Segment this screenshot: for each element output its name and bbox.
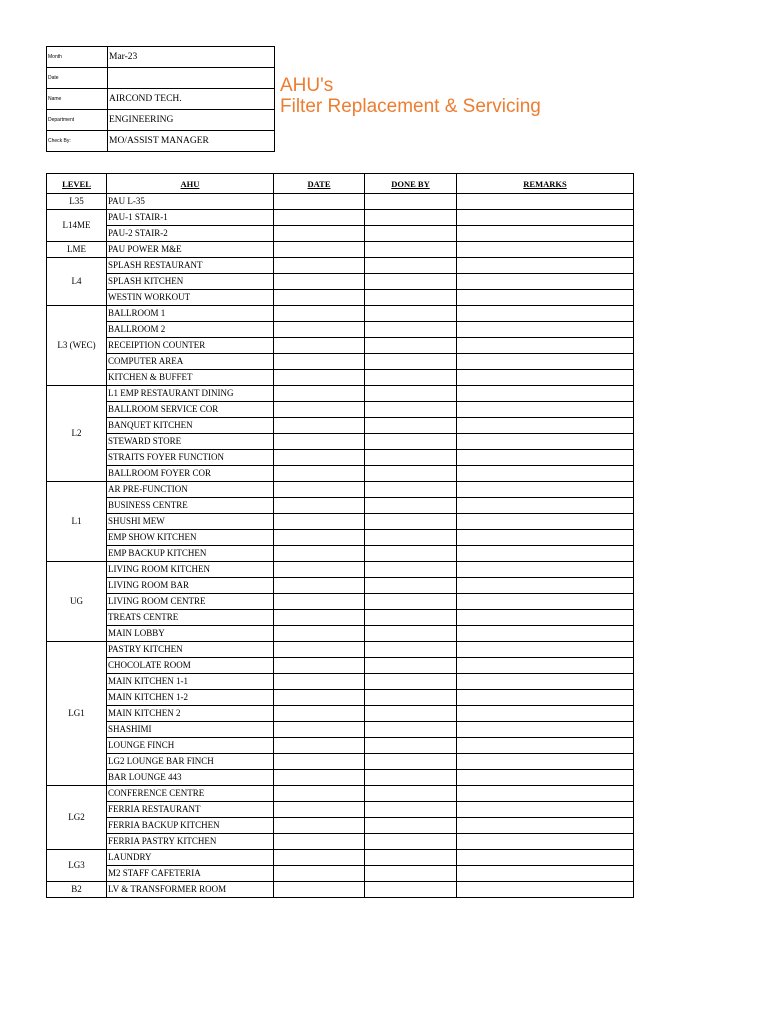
level-cell: B2	[47, 882, 107, 898]
date-cell[interactable]	[274, 674, 365, 690]
remarks-cell[interactable]	[457, 274, 634, 290]
ahu-cell: CONFERENCE CENTRE	[107, 786, 274, 802]
remarks-cell[interactable]	[457, 370, 634, 386]
remarks-cell[interactable]	[457, 530, 634, 546]
remarks-cell[interactable]	[457, 546, 634, 562]
date-cell[interactable]	[274, 530, 365, 546]
done-by-cell[interactable]	[365, 562, 457, 578]
date-cell[interactable]	[274, 258, 365, 274]
date-cell[interactable]	[274, 450, 365, 466]
ahu-cell: CHOCOLATE ROOM	[107, 658, 274, 674]
level-cell: L2	[47, 386, 107, 482]
remarks-cell[interactable]	[457, 690, 634, 706]
remarks-cell[interactable]	[457, 402, 634, 418]
table-row	[47, 578, 634, 594]
info-label: Check By:	[47, 131, 108, 152]
table-row	[47, 226, 634, 242]
done-by-cell[interactable]	[365, 546, 457, 562]
ahu-cell: FERRIA PASTRY KITCHEN	[107, 834, 274, 850]
ahu-cell: SPLASH RESTAURANT	[107, 258, 274, 274]
table-row	[47, 706, 634, 722]
column-header-date: DATE	[274, 174, 365, 194]
remarks-cell[interactable]	[457, 706, 634, 722]
remarks-cell[interactable]	[457, 722, 634, 738]
done-by-cell[interactable]	[365, 690, 457, 706]
ahu-cell: MAIN KITCHEN 1-1	[107, 674, 274, 690]
table-row	[47, 338, 634, 354]
ahu-cell: LG2 LOUNGE BAR FINCH	[107, 754, 274, 770]
date-cell[interactable]	[274, 802, 365, 818]
done-by-cell[interactable]	[365, 210, 457, 226]
level-cell: L14ME	[47, 210, 107, 242]
done-by-cell[interactable]	[365, 850, 457, 866]
date-cell[interactable]	[274, 482, 365, 498]
ahu-cell: BALLROOM 2	[107, 322, 274, 338]
remarks-cell[interactable]	[457, 322, 634, 338]
info-row-department	[47, 110, 275, 131]
table-row	[47, 274, 634, 290]
info-value[interactable]: MO/ASSIST MANAGER	[108, 131, 275, 152]
date-cell[interactable]	[274, 770, 365, 786]
ahu-cell: AR PRE-FUNCTION	[107, 482, 274, 498]
table-header-row	[47, 174, 634, 194]
ahu-cell: WESTIN WORKOUT	[107, 290, 274, 306]
remarks-cell[interactable]	[457, 658, 634, 674]
level-cell: LG2	[47, 786, 107, 850]
done-by-cell[interactable]	[365, 610, 457, 626]
remarks-cell[interactable]	[457, 194, 634, 210]
date-cell[interactable]	[274, 466, 365, 482]
done-by-cell[interactable]	[365, 370, 457, 386]
date-cell[interactable]	[274, 562, 365, 578]
table-row	[47, 738, 634, 754]
table-row	[47, 882, 634, 898]
ahu-cell: PASTRY KITCHEN	[107, 642, 274, 658]
done-by-cell[interactable]	[365, 242, 457, 258]
table-row	[47, 530, 634, 546]
ahu-cell: MAIN KITCHEN 1-2	[107, 690, 274, 706]
remarks-cell[interactable]	[457, 418, 634, 434]
remarks-cell[interactable]	[457, 514, 634, 530]
done-by-cell[interactable]	[365, 258, 457, 274]
done-by-cell[interactable]	[365, 290, 457, 306]
table-row	[47, 370, 634, 386]
table-row	[47, 514, 634, 530]
ahu-cell: FERRIA BACKUP KITCHEN	[107, 818, 274, 834]
date-cell[interactable]	[274, 498, 365, 514]
table-body	[47, 194, 634, 898]
ahu-cell: BAR LOUNGE 443	[107, 770, 274, 786]
remarks-cell[interactable]	[457, 562, 634, 578]
remarks-cell[interactable]	[457, 386, 634, 402]
ahu-cell: PAU POWER M&E	[107, 242, 274, 258]
table-row	[47, 354, 634, 370]
table-row	[47, 498, 634, 514]
table-row	[47, 194, 634, 210]
level-cell: L1	[47, 482, 107, 562]
table-row	[47, 770, 634, 786]
ahu-cell: PAU-1 STAIR-1	[107, 210, 274, 226]
date-cell[interactable]	[274, 418, 365, 434]
done-by-cell[interactable]	[365, 434, 457, 450]
ahu-cell: BALLROOM FOYER COR	[107, 466, 274, 482]
date-cell[interactable]	[274, 594, 365, 610]
remarks-cell[interactable]	[457, 786, 634, 802]
done-by-cell[interactable]	[365, 722, 457, 738]
table-row	[47, 690, 634, 706]
done-by-cell[interactable]	[365, 226, 457, 242]
info-row-month	[47, 47, 275, 68]
date-cell[interactable]	[274, 402, 365, 418]
date-cell[interactable]	[274, 818, 365, 834]
table-row	[47, 866, 634, 882]
table-row	[47, 594, 634, 610]
date-cell[interactable]	[274, 834, 365, 850]
column-header-level: LEVEL	[47, 174, 107, 194]
ahu-cell: LIVING ROOM KITCHEN	[107, 562, 274, 578]
remarks-cell[interactable]	[457, 818, 634, 834]
remarks-cell[interactable]	[457, 754, 634, 770]
ahu-cell: SHASHIMI	[107, 722, 274, 738]
table-row	[47, 386, 634, 402]
date-cell[interactable]	[274, 754, 365, 770]
date-cell[interactable]	[274, 514, 365, 530]
table-row	[47, 210, 634, 226]
info-row-name	[47, 89, 275, 110]
done-by-cell[interactable]	[365, 530, 457, 546]
done-by-cell[interactable]	[365, 786, 457, 802]
done-by-cell[interactable]	[365, 514, 457, 530]
date-cell[interactable]	[274, 226, 365, 242]
done-by-cell[interactable]	[365, 450, 457, 466]
date-cell[interactable]	[274, 626, 365, 642]
done-by-cell[interactable]	[365, 626, 457, 642]
done-by-cell[interactable]	[365, 194, 457, 210]
remarks-cell[interactable]	[457, 626, 634, 642]
ahu-cell: BANQUET KITCHEN	[107, 418, 274, 434]
date-cell[interactable]	[274, 882, 365, 898]
done-by-cell[interactable]	[365, 338, 457, 354]
table-row	[47, 434, 634, 450]
ahu-cell: MAIN LOBBY	[107, 626, 274, 642]
table-row	[47, 722, 634, 738]
done-by-cell[interactable]	[365, 834, 457, 850]
ahu-cell: MAIN KITCHEN 2	[107, 706, 274, 722]
date-cell[interactable]	[274, 546, 365, 562]
info-label: Department	[47, 110, 108, 131]
done-by-cell[interactable]	[365, 498, 457, 514]
table-row	[47, 466, 634, 482]
done-by-cell[interactable]	[365, 418, 457, 434]
ahu-cell: LIVING ROOM BAR	[107, 578, 274, 594]
done-by-cell[interactable]	[365, 674, 457, 690]
done-by-cell[interactable]	[365, 882, 457, 898]
remarks-cell[interactable]	[457, 850, 634, 866]
remarks-cell[interactable]	[457, 578, 634, 594]
remarks-cell[interactable]	[457, 434, 634, 450]
table-row	[47, 674, 634, 690]
date-cell[interactable]	[274, 690, 365, 706]
done-by-cell[interactable]	[365, 578, 457, 594]
column-header-ahu: AHU	[107, 174, 274, 194]
done-by-cell[interactable]	[365, 738, 457, 754]
table-row	[47, 850, 634, 866]
level-cell: L3 (WEC)	[47, 306, 107, 386]
remarks-cell[interactable]	[457, 354, 634, 370]
table-row	[47, 450, 634, 466]
ahu-cell: LV & TRANSFORMER ROOM	[107, 882, 274, 898]
ahu-cell: RECEIPTION COUNTER	[107, 338, 274, 354]
date-cell[interactable]	[274, 722, 365, 738]
column-header-remarks: REMARKS	[457, 174, 634, 194]
table-row	[47, 322, 634, 338]
remarks-cell[interactable]	[457, 498, 634, 514]
title-line-2: Filter Replacement & Servicing	[280, 96, 541, 117]
done-by-cell[interactable]	[365, 354, 457, 370]
level-cell: LME	[47, 242, 107, 258]
ahu-cell: TREATS CENTRE	[107, 610, 274, 626]
remarks-cell[interactable]	[457, 242, 634, 258]
ahu-cell: SPLASH KITCHEN	[107, 274, 274, 290]
remarks-cell[interactable]	[457, 738, 634, 754]
table-row	[47, 546, 634, 562]
table-row	[47, 834, 634, 850]
table-row	[47, 818, 634, 834]
date-cell[interactable]	[274, 242, 365, 258]
table-row	[47, 306, 634, 322]
remarks-cell[interactable]	[457, 642, 634, 658]
remarks-cell[interactable]	[457, 834, 634, 850]
done-by-cell[interactable]	[365, 306, 457, 322]
done-by-cell[interactable]	[365, 642, 457, 658]
done-by-cell[interactable]	[365, 322, 457, 338]
remarks-cell[interactable]	[457, 290, 634, 306]
done-by-cell[interactable]	[365, 770, 457, 786]
info-row-check-by	[47, 131, 275, 152]
ahu-cell: STEWARD STORE	[107, 434, 274, 450]
date-cell[interactable]	[274, 610, 365, 626]
date-cell[interactable]	[274, 306, 365, 322]
level-cell: LG1	[47, 642, 107, 786]
date-cell[interactable]	[274, 738, 365, 754]
ahu-cell: BALLROOM 1	[107, 306, 274, 322]
done-by-cell[interactable]	[365, 866, 457, 882]
ahu-cell: EMP SHOW KITCHEN	[107, 530, 274, 546]
done-by-cell[interactable]	[365, 802, 457, 818]
table-row	[47, 754, 634, 770]
table-row	[47, 562, 634, 578]
date-cell[interactable]	[274, 290, 365, 306]
date-cell[interactable]	[274, 194, 365, 210]
done-by-cell[interactable]	[365, 466, 457, 482]
remarks-cell[interactable]	[457, 802, 634, 818]
table-row	[47, 786, 634, 802]
date-cell[interactable]	[274, 850, 365, 866]
done-by-cell[interactable]	[365, 706, 457, 722]
level-cell: UG	[47, 562, 107, 642]
remarks-cell[interactable]	[457, 882, 634, 898]
info-value[interactable]: ENGINEERING	[108, 110, 275, 131]
date-cell[interactable]	[274, 274, 365, 290]
table-row	[47, 642, 634, 658]
ahu-cell: LIVING ROOM CENTRE	[107, 594, 274, 610]
table-row	[47, 258, 634, 274]
date-cell[interactable]	[274, 322, 365, 338]
date-cell[interactable]	[274, 338, 365, 354]
table-row	[47, 290, 634, 306]
done-by-cell[interactable]	[365, 754, 457, 770]
table-row	[47, 482, 634, 498]
level-cell: L35	[47, 194, 107, 210]
ahu-cell: SHUSHI MEW	[107, 514, 274, 530]
remarks-cell[interactable]	[457, 610, 634, 626]
done-by-cell[interactable]	[365, 594, 457, 610]
remarks-cell[interactable]	[457, 258, 634, 274]
table-row	[47, 242, 634, 258]
remarks-cell[interactable]	[457, 226, 634, 242]
ahu-cell: EMP BACKUP KITCHEN	[107, 546, 274, 562]
date-cell[interactable]	[274, 370, 365, 386]
done-by-cell[interactable]	[365, 386, 457, 402]
table-row	[47, 626, 634, 642]
done-by-cell[interactable]	[365, 818, 457, 834]
table-row	[47, 402, 634, 418]
remarks-cell[interactable]	[457, 594, 634, 610]
date-cell[interactable]	[274, 866, 365, 882]
date-cell[interactable]	[274, 642, 365, 658]
done-by-cell[interactable]	[365, 402, 457, 418]
info-row-date	[47, 68, 275, 89]
ahu-cell: LOUNGE FINCH	[107, 738, 274, 754]
remarks-cell[interactable]	[457, 338, 634, 354]
date-cell[interactable]	[274, 354, 365, 370]
column-header-done-by: DONE BY	[365, 174, 457, 194]
ahu-cell: BUSINESS CENTRE	[107, 498, 274, 514]
info-label: Name	[47, 89, 108, 110]
table-row	[47, 418, 634, 434]
level-cell: L4	[47, 258, 107, 306]
table-row	[47, 610, 634, 626]
remarks-cell[interactable]	[457, 482, 634, 498]
done-by-cell[interactable]	[365, 482, 457, 498]
date-cell[interactable]	[274, 386, 365, 402]
ahu-cell: STRAITS FOYER FUNCTION	[107, 450, 274, 466]
info-label: Date	[47, 68, 108, 89]
date-cell[interactable]	[274, 578, 365, 594]
title-line-1: AHU's	[280, 75, 334, 96]
remarks-cell[interactable]	[457, 306, 634, 322]
page-title	[280, 75, 541, 117]
remarks-cell[interactable]	[457, 210, 634, 226]
ahu-cell: BALLROOM SERVICE COR	[107, 402, 274, 418]
ahu-cell: KITCHEN & BUFFET	[107, 370, 274, 386]
info-label: Month	[47, 47, 108, 68]
done-by-cell[interactable]	[365, 658, 457, 674]
ahu-cell: COMPUTER AREA	[107, 354, 274, 370]
remarks-cell[interactable]	[457, 674, 634, 690]
ahu-cell: L1 EMP RESTAURANT DINING	[107, 386, 274, 402]
ahu-cell: PAU L-35	[107, 194, 274, 210]
info-value[interactable]: AIRCOND TECH.	[108, 89, 275, 110]
ahu-cell: FERRIA RESTAURANT	[107, 802, 274, 818]
ahu-cell: M2 STAFF CAFETERIA	[107, 866, 274, 882]
ahu-schedule-table	[46, 173, 634, 898]
date-cell[interactable]	[274, 706, 365, 722]
date-cell[interactable]	[274, 658, 365, 674]
header-info-table	[46, 46, 275, 152]
done-by-cell[interactable]	[365, 274, 457, 290]
remarks-cell[interactable]	[457, 866, 634, 882]
date-cell[interactable]	[274, 210, 365, 226]
ahu-cell: PAU-2 STAIR-2	[107, 226, 274, 242]
date-cell[interactable]	[274, 786, 365, 802]
remarks-cell[interactable]	[457, 466, 634, 482]
level-cell: LG3	[47, 850, 107, 882]
info-value[interactable]: Mar-23	[108, 47, 275, 68]
date-cell[interactable]	[274, 434, 365, 450]
table-row	[47, 658, 634, 674]
info-value[interactable]	[108, 68, 275, 89]
ahu-cell: LAUNDRY	[107, 850, 274, 866]
remarks-cell[interactable]	[457, 770, 634, 786]
table-row	[47, 802, 634, 818]
remarks-cell[interactable]	[457, 450, 634, 466]
